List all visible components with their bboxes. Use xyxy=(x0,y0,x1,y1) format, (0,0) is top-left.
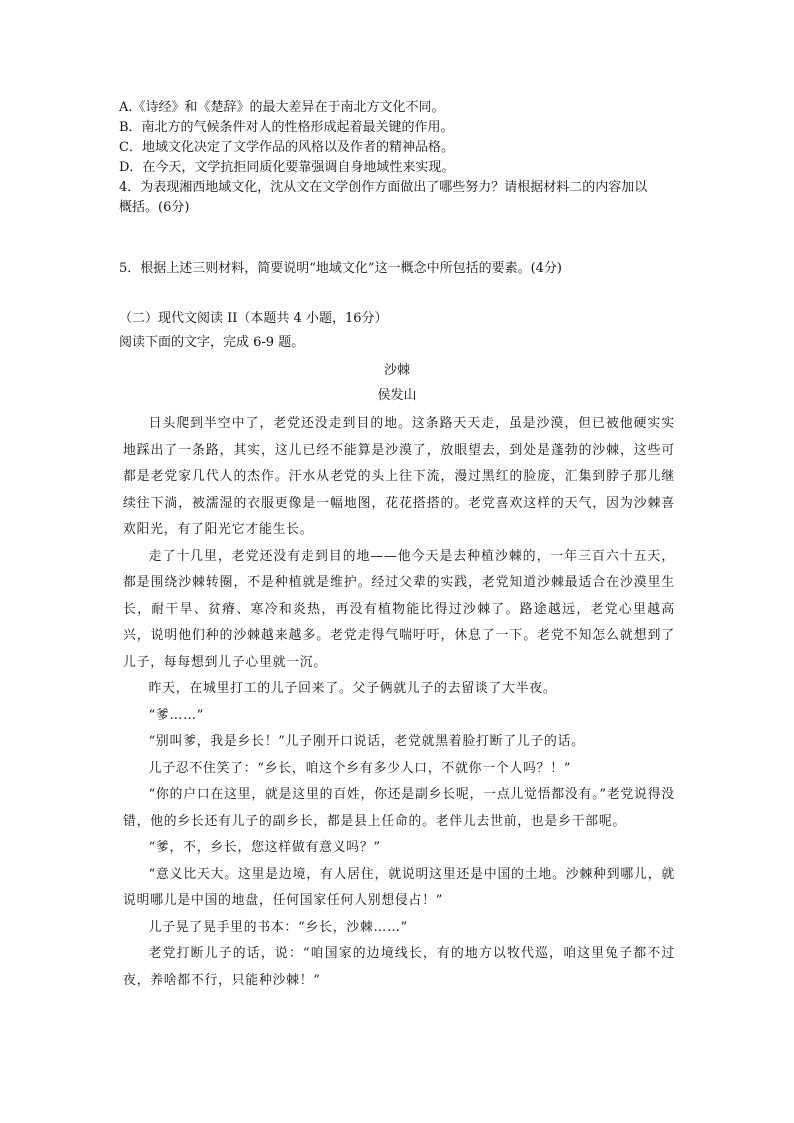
story-paragraph: 走了十几里，老党还没有走到目的地——他今天是去种植沙棘的，一年三百六十五天，都是围绕沙棘转圈，不是种植就是维护。经过父辈的实践，老党知道沙棘最适合在沙漠里生长，耐干旱、贫瘠、寒冷和炎热，再没有植物能比得过沙棘了。路途越远，老党心里越高兴，说明他们种的沙棘越来越多。老党走得气喘吁吁，休息了一下。老党不知怎么就想到了儿子，每每想到儿子心里就一沉。 xyxy=(123,548,675,670)
story-paragraph: 儿子忍不住笑了：“乡长，咱这个乡有多少人口，不就你一个人吗？！” xyxy=(148,760,572,776)
story-paragraph: 儿子晃了晃手里的书本：“乡长，沙棘……” xyxy=(148,919,409,935)
question-4: 4．为表现湘西地域文化，沈从文在文学创作方面做出了哪些努力？请根据材料二的内容加以概括。(6分) xyxy=(119,180,648,215)
section-instruction: 阅读下面的文字，完成 6-9 题。 xyxy=(119,335,305,350)
story-paragraph: 老党打断儿子的话，说：“咱国家的边境线长，有的地方以牧代巡，咱这里兔子都不过夜，养啥都不行，只能种沙棘！” xyxy=(123,946,675,988)
story-title: 沙棘 xyxy=(383,363,410,378)
q3-option-a: A.《诗经》和《楚辞》的最大差异在于南北方文化不同。 xyxy=(119,100,445,115)
story-paragraph: 昨天，在城里打工的儿子回来了。父子俩就儿子的去留谈了大半夜。 xyxy=(148,681,557,696)
story-paragraph: “爹……” xyxy=(148,707,205,723)
story-body xyxy=(123,411,675,994)
story-paragraph: “你的户口在这里，就是这里的百姓，你还是副乡长呢，一点儿觉悟都没有。”老党说得没错，他的乡长还有儿子的副乡长，都是县上任命的。老伴儿去世前，也是乡干部呢。 xyxy=(123,787,675,829)
story-paragraph: “别叫爹，我是乡长！”儿子刚开口说话，老党就黑着脸打断了儿子的话。 xyxy=(148,734,585,749)
question-5: 5．根据上述三则材料，简要说明“地域文化”这一概念中所包括的要素。(4分) xyxy=(119,261,562,276)
q3-option-c: C．地域文化决定了文学作品的风格以及作者的精神品格。 xyxy=(119,140,454,155)
story-paragraph: “意义比天大。这里是边境，有人居住，就说明这里还是中国的土地。沙棘种到哪儿，就说明哪儿是中国的地盘，任何国家任何人别想侵占！” xyxy=(123,866,675,908)
story-paragraph: “爹，不，乡长，您这样做有意义吗？” xyxy=(148,840,381,855)
section-heading: （二）现代文阅读 II（本题共 4 小题，16分） xyxy=(119,311,388,326)
story-author: 侯发山 xyxy=(377,388,417,403)
q3-option-b: B．南北方的气候条件对人的性格形成起着最关键的作用。 xyxy=(119,120,454,135)
q3-option-d: D．在今天，文学抗拒同质化要靠强调自身地域性来实现。 xyxy=(119,160,455,175)
story-paragraph: 日头爬到半空中了，老党还没走到目的地。这条路天天走，虽是沙漠，但已被他硬实实地踩出了一条路，其实，这儿已经不能算是沙漠了，放眼望去，到处是蓬勃的沙棘，这些可都是老党家几代人的杰作。汗水从老党的头上往下流，漫过黑红的脸庞，汇集到脖子那儿继续往下淌，被濡湿的衣服更像是一幅地图，花花搭搭的。老党喜欢这样的天气，因为沙棘喜欢阳光，有了阳光它才能生长。 xyxy=(123,416,675,537)
